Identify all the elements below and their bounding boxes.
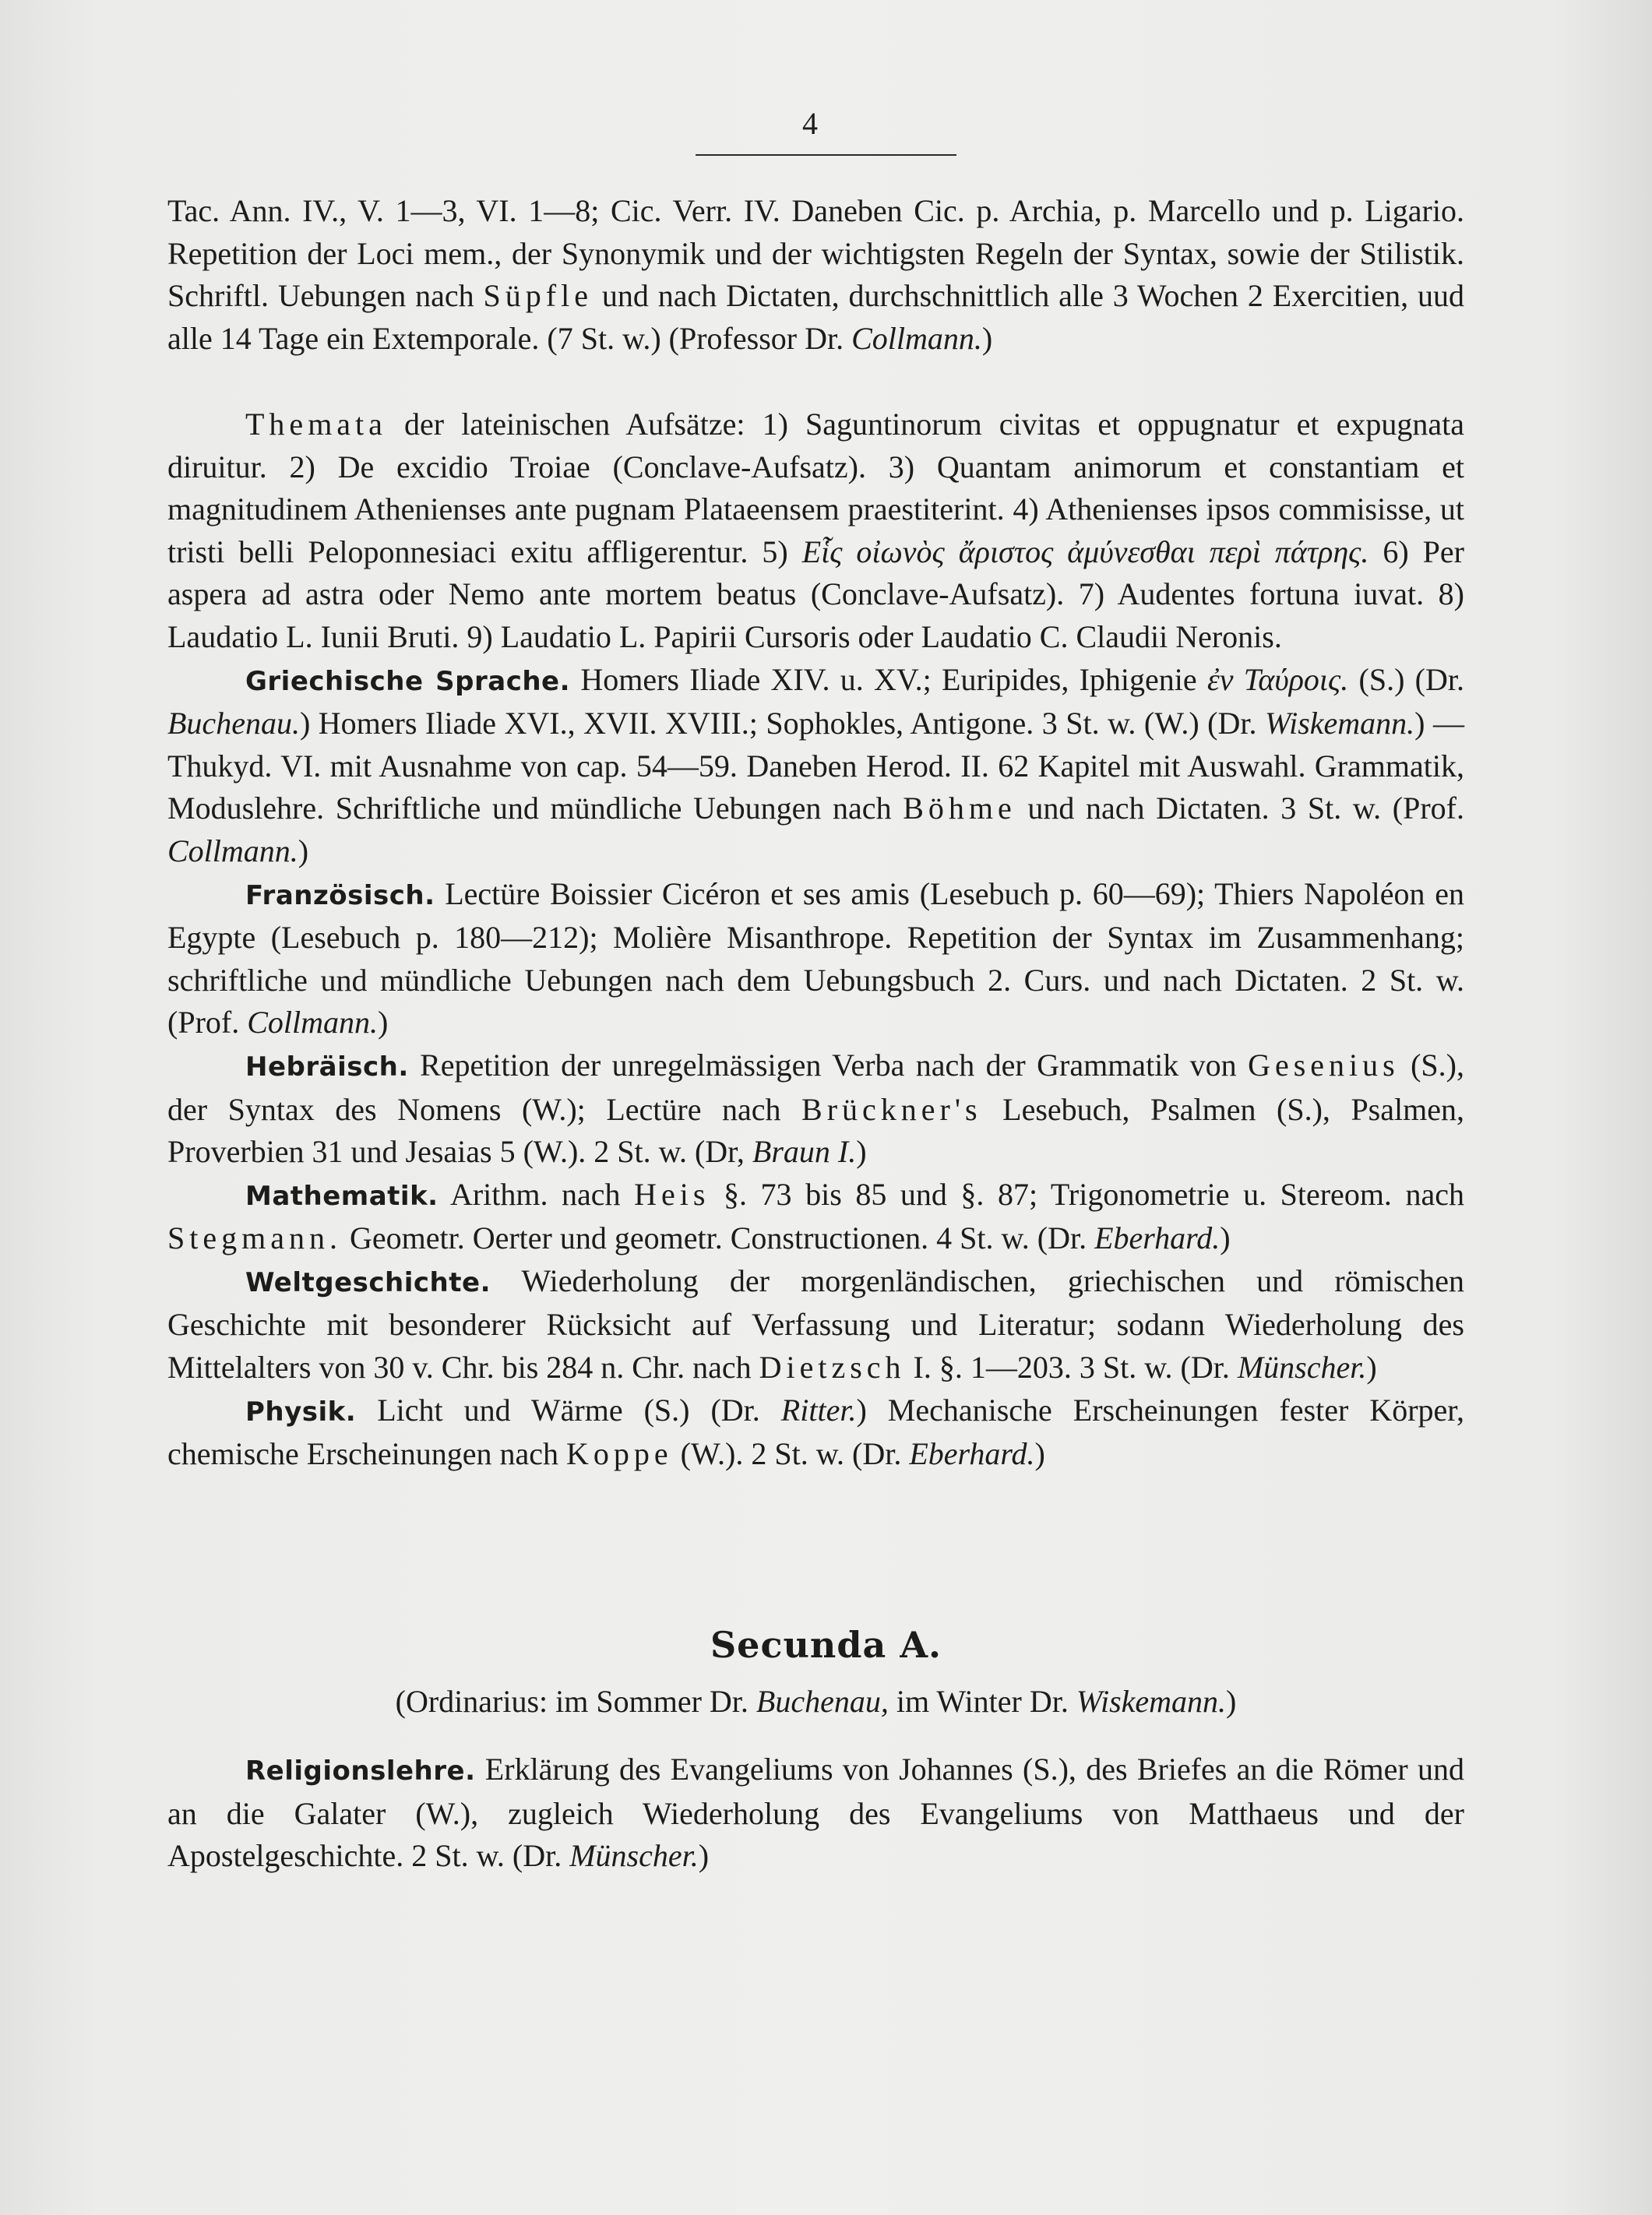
griechisch-text-5: und nach Dictaten. 3 St. w. (Prof. xyxy=(1016,791,1464,826)
author-brueckner: Brückner's xyxy=(801,1091,982,1127)
griechisch-text-2: (S.) (Dr. xyxy=(1348,661,1464,697)
themata-heading: Themata xyxy=(245,407,387,442)
mathematik-text-1: Arithm. nach xyxy=(438,1176,635,1212)
religion-text-2: ) xyxy=(698,1838,710,1874)
author-supfle: Süpfle xyxy=(483,278,593,314)
weltgeschichte-text-3: ) xyxy=(1366,1350,1377,1386)
physik-text-2: ) Mechanische Erscheinungen fester Körper, chemische Erscheinungen nach xyxy=(167,1392,1464,1472)
author-stegmann: Stegmann. xyxy=(167,1220,342,1256)
religion-block xyxy=(167,1748,1464,1878)
section-ordinarius-line xyxy=(167,1683,1464,1720)
header-rule xyxy=(696,154,956,156)
teacher-name: Buchenau, xyxy=(756,1684,889,1719)
author-heis: Heis xyxy=(634,1176,710,1212)
ordinarius-text-2: im Winter Dr. xyxy=(888,1684,1076,1719)
griechisch-paragraph xyxy=(167,659,1464,873)
themata-text-2: 6) Per aspera ad astra oder Nemo ante mortem beatus (Conclave-Aufsatz). 7) Audentes fortuna iuvat. 8) Laudatio L. Iunii Bruti. 9) Laudatio L. Papirii Cursoris oder Laudatio C. Claudii Neronis. xyxy=(167,534,1465,654)
teacher-name: Ritter. xyxy=(780,1392,857,1428)
griechisch-text-6: ) xyxy=(298,833,309,868)
physik-text-4: ) xyxy=(1034,1436,1045,1472)
griechisch-text-4: ) — Thukyd. VI. mit Ausnahme von cap. 54—59. Daneben Herod. II. 62 Kapitel mit Auswahl. Grammatik, Moduslehre. Schriftliche und mündliche Uebungen nach xyxy=(167,706,1465,826)
intro-text-1: Tac. Ann. IV., V. 1—3, VI. 1—8; Cic. Verr. IV. Daneben Cic. p. Archia, p. Marcello und p. Ligario. Repetition der Loci mem., der Synonymik und der wichtigsten Regeln der Syntax, sowie der Stilistik. Schriftl. Uebungen nach xyxy=(167,193,1464,314)
physik-text-1: Licht und Wärme (S.) (Dr. xyxy=(356,1392,781,1428)
hebraeisch-text-1: Repetition der unregelmässigen Verba nach der Grammatik von xyxy=(408,1047,1249,1083)
subject-heading-griechisch: Griechische Sprache. xyxy=(245,665,571,697)
teacher-name: Münscher. xyxy=(569,1838,699,1874)
subject-heading-franzoesisch: Französisch. xyxy=(245,879,435,911)
section-title-secunda: Secunda A. xyxy=(710,1624,942,1666)
teacher-name: Eberhard. xyxy=(1094,1220,1221,1256)
subject-heading-religion: Religionslehre. xyxy=(245,1755,476,1787)
teacher-name: Wiskemann. xyxy=(1264,706,1415,741)
hebraeisch-paragraph xyxy=(167,1044,1464,1174)
religion-text-1: Erklärung des Evangeliums von Johannes (S.), des Briefes an die Römer und an die Galater (W.), zugleich Wiederholung des Evangeliums von Matthaeus und der Apostelgeschichte. 2 St. w. (Dr. xyxy=(167,1752,1464,1874)
teacher-name: Braun I. xyxy=(752,1134,857,1170)
teacher-name: Buchenau. xyxy=(167,706,300,741)
physik-text-3: (W.). 2 St. w. (Dr. xyxy=(672,1436,910,1472)
hebraeisch-text-4: ) xyxy=(856,1134,867,1170)
teacher-name: Collmann. xyxy=(247,1005,379,1041)
franzoesisch-paragraph xyxy=(167,873,1464,1044)
ordinarius-text-1: (Ordinarius: im Sommer Dr. xyxy=(395,1684,756,1719)
themata-paragraph xyxy=(167,403,1464,659)
weltgeschichte-paragraph xyxy=(167,1260,1464,1389)
physik-paragraph xyxy=(167,1389,1464,1476)
weltgeschichte-text-2: I. §. 1—203. 3 St. w. (Dr. xyxy=(905,1350,1238,1386)
subject-heading-weltgeschichte: Weltgeschichte. xyxy=(245,1266,491,1298)
griechisch-text-1: Homers Iliade XIV. u. XV.; Euripides, Iphigenie xyxy=(570,661,1207,697)
intro-text-3: ) xyxy=(981,320,993,356)
page-number: 4 xyxy=(802,106,818,141)
teacher-name: Collmann. xyxy=(167,833,298,868)
teacher-name: Wiskemann. xyxy=(1076,1684,1227,1719)
author-koppe: Koppe xyxy=(566,1436,673,1472)
latin-intro-paragraph xyxy=(167,190,1464,360)
intro-text-2: und nach Dictaten, durchschnittlich alle 3 Wochen 2 Exercitien, uud alle 14 Tage ein Extemporale. (7 St. w.) (Professor Dr. xyxy=(167,278,1464,356)
subjects-block xyxy=(167,403,1464,1476)
subject-heading-mathematik: Mathematik. xyxy=(245,1180,439,1212)
hebraeisch-text-3: Lesebuch, Psalmen (S.), Psalmen, Proverbien 31 und Jesaias 5 (W.). 2 St. w. (Dr, xyxy=(167,1091,1464,1170)
franzoesisch-text-2: ) xyxy=(378,1005,389,1041)
greek-quote: Εἷς οἰωνὸς ἄριστος ἀμύνεσθαι περὶ πάτρης. xyxy=(801,534,1369,569)
themata-text-1: der lateinischen Aufsätze: 1) Saguntinorum civitas et oppugnatur et expugnata diruitur. 2) De excidio Troiae (Conclave-Aufsatz). 3) Quantam animorum et constantiam et magnitudinem Athenienses ante pugnam Plataeensem praestiterint. 4) Athenienses ipsos commisisse, ut tristi belli Peloponnesiaci exitu affligerentur. 5) xyxy=(167,407,1464,569)
author-boehme: Böhme xyxy=(903,791,1016,826)
weltgeschichte-text-1: Wiederholung der morgenländischen, griechischen und römischen Geschichte mit besonderer Rücksicht auf Verfassung und Literatur; sodann Wiederholung des Mittelalters von 30 v. Chr. bis 284 n. Chr. nach xyxy=(167,1262,1464,1386)
mathematik-paragraph xyxy=(167,1174,1464,1260)
intro-text xyxy=(167,190,1464,360)
griechisch-text-3: ) Homers Iliade XVI., XVII. XVIII.; Sophokles, Antigone. 3 St. w. (W.) (Dr. xyxy=(299,706,1265,741)
author-dietzsch: Dietzsch xyxy=(759,1350,906,1386)
teacher-name: Collmann. xyxy=(851,320,982,356)
subject-heading-hebraeisch: Hebräisch. xyxy=(245,1051,409,1083)
franzoesisch-text-1: Lectüre Boissier Cicéron et ses amis (Lesebuch p. 60—69); Thiers Napoléon en Egypte (Lesebuch p. 180—212); Molière Misanthrope. Repetition der Syntax im Zusammenhang; schriftliche und mündliche Uebungen nach dem Uebungsbuch 2. Curs. und nach Dictaten. 2 St. w. (Prof. xyxy=(167,875,1464,1041)
mathematik-text-4: ) xyxy=(1220,1220,1231,1256)
teacher-name: Eberhard. xyxy=(909,1436,1035,1472)
greek-title: ἐν Ταύροις. xyxy=(1206,661,1349,697)
teacher-name: Münscher. xyxy=(1237,1350,1367,1386)
ordinarius-text-3: ) xyxy=(1226,1684,1237,1719)
mathematik-text-2: §. 73 bis 85 und §. 87; Trigonometrie u. Stereom. nach xyxy=(710,1176,1464,1212)
author-gesenius: Gesenius xyxy=(1248,1047,1400,1083)
hebraeisch-text-2: (S.), der Syntax des Nomens (W.); Lectüre nach xyxy=(167,1047,1464,1127)
mathematik-text-3: Geometr. Oerter und geometr. Constructionen. 4 St. w. (Dr. xyxy=(341,1220,1095,1256)
subject-heading-physik: Physik. xyxy=(245,1396,357,1428)
religion-paragraph xyxy=(167,1748,1464,1878)
